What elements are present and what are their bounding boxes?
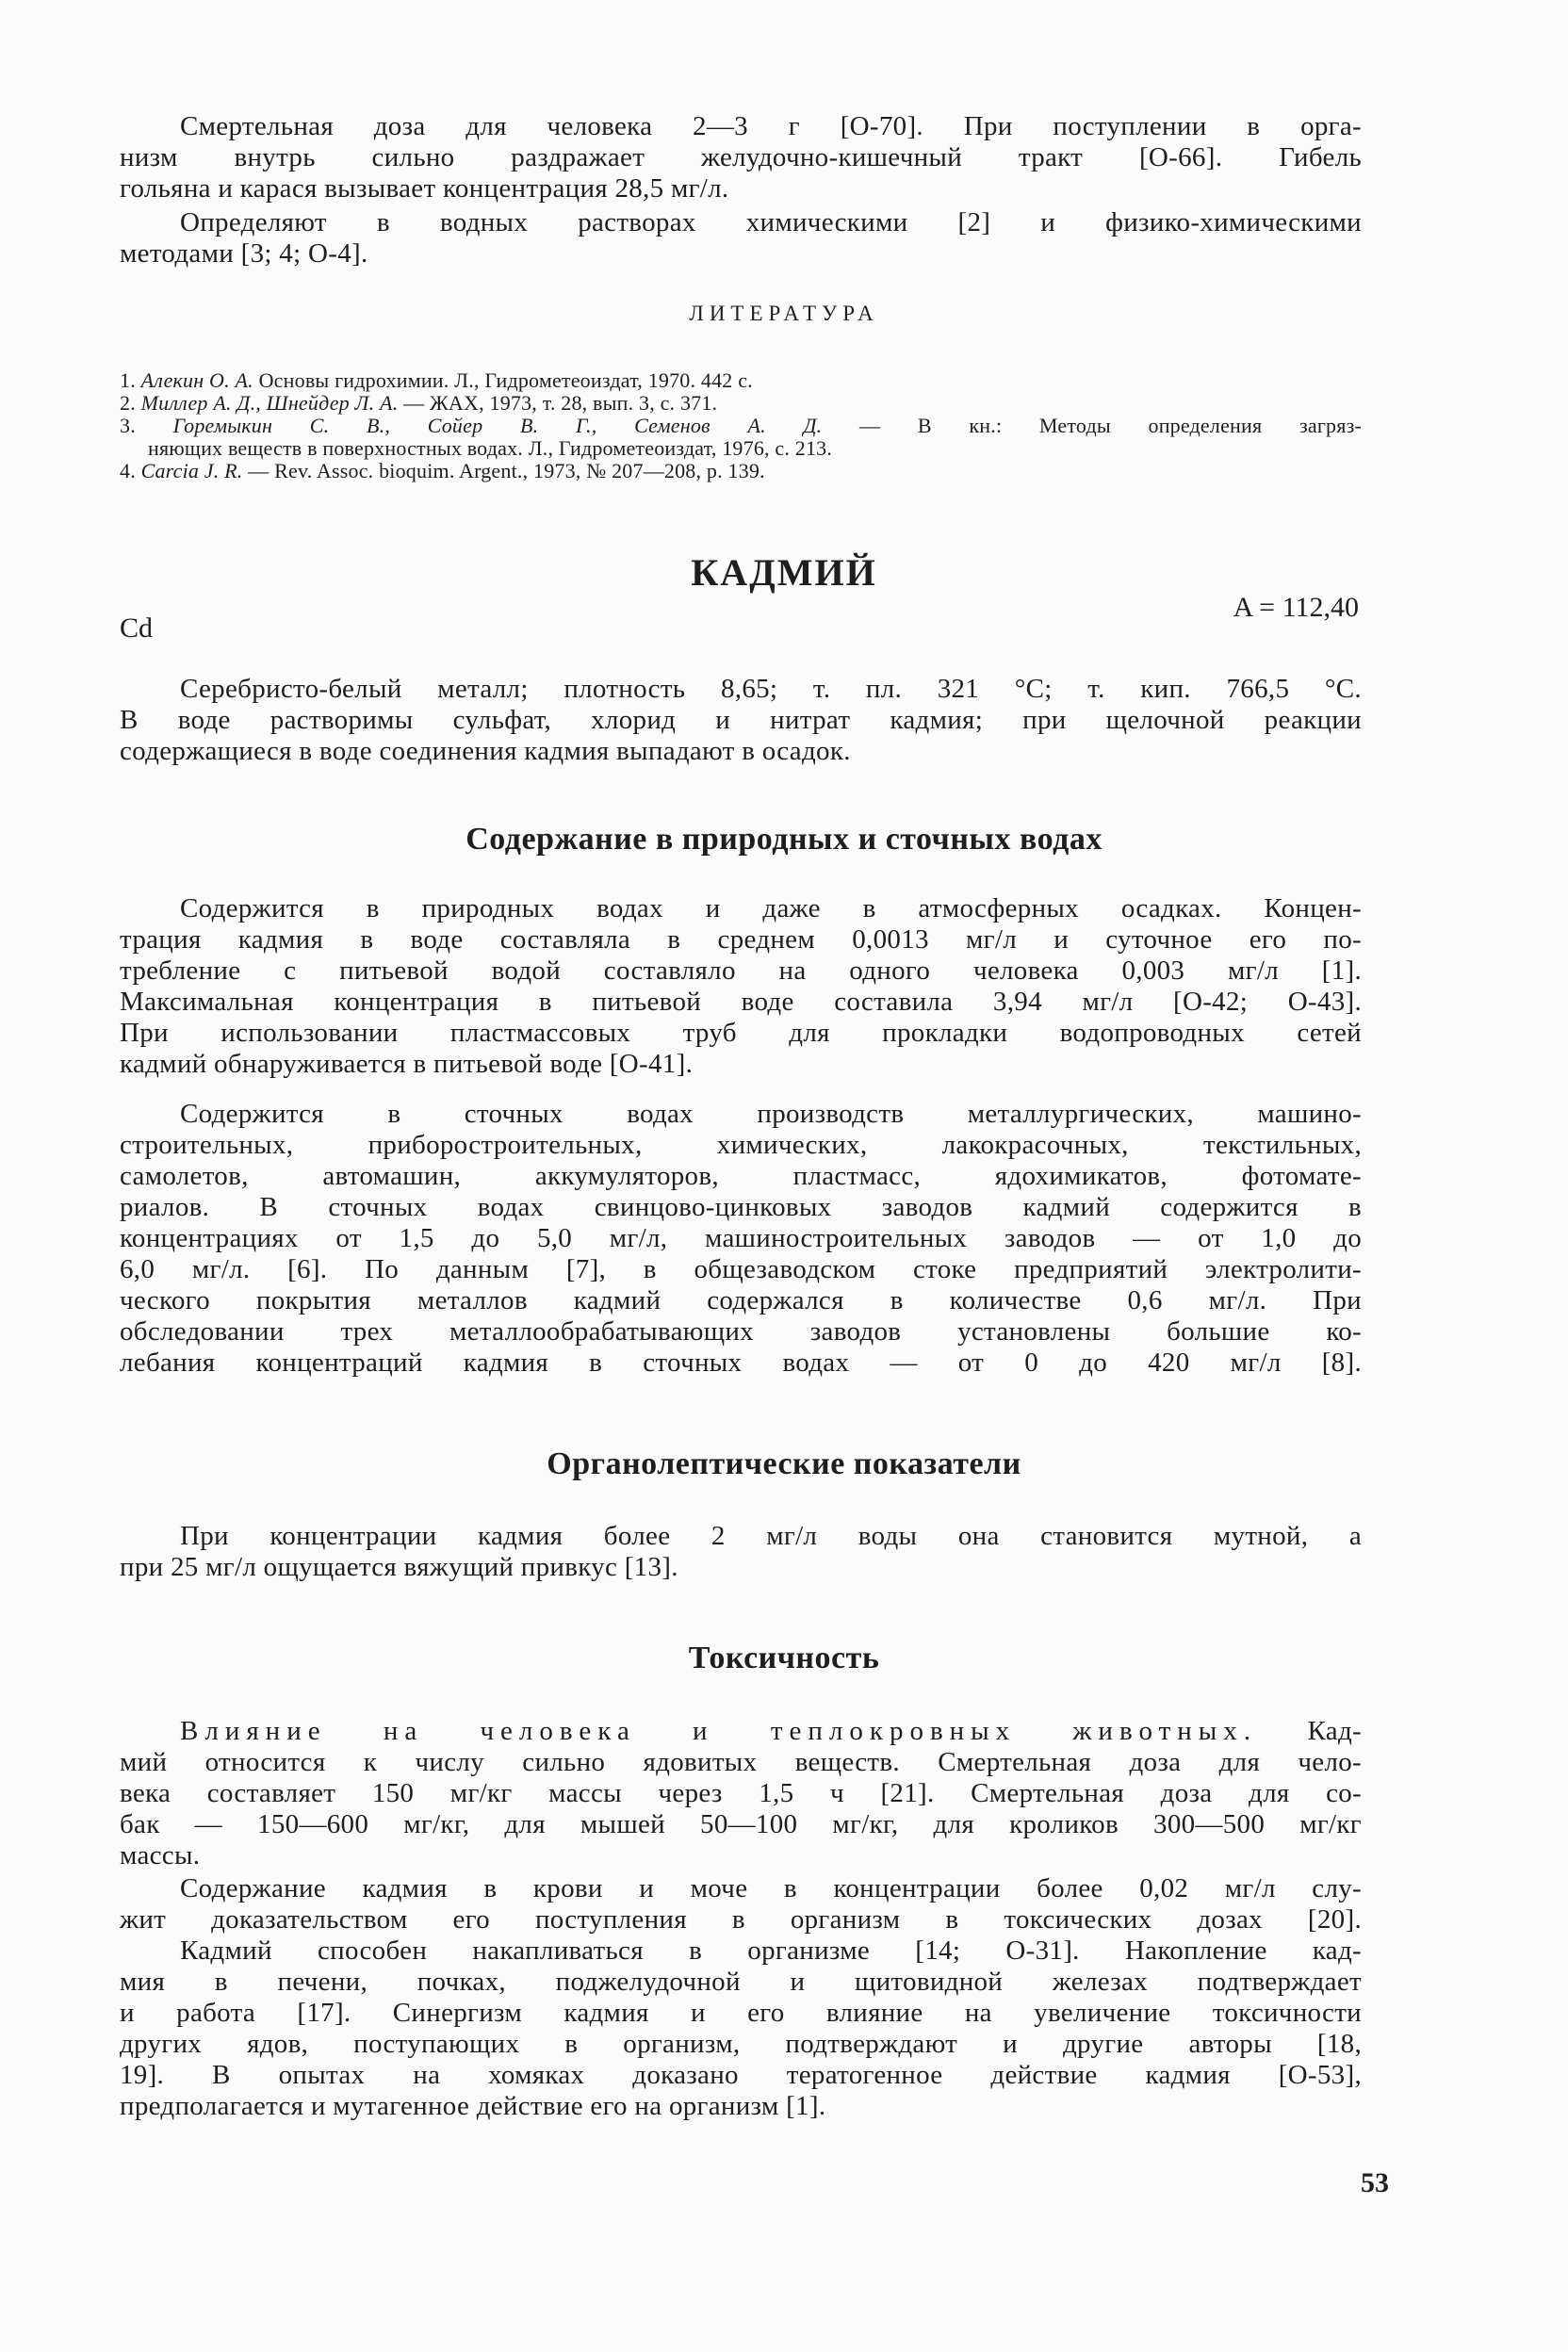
literature-heading: ЛИТЕРАТУРА xyxy=(689,302,879,325)
text-line: ческого покрытия металлов кадмий содержался в количестве 0,6 мг/л. При xyxy=(120,1285,1362,1315)
atomic-mass: A = 112,40 xyxy=(1233,592,1359,623)
reference-authors: Горемыкин С. В., Сойер В. Г., Семенов А. Д. xyxy=(172,414,823,437)
element-description xyxy=(120,674,1362,767)
reference-continuation: няющих веществ в поверхностных водах. Л., Гидрометеоиздат, 1976, с. 213. xyxy=(148,436,833,460)
text-line: строительных, приборостроительных, химических, лакокрасочных, текстильных, xyxy=(120,1130,1362,1160)
text-line: обследовании трех металлообрабатывающих заводов установлены большие ко- xyxy=(120,1316,1362,1347)
text-line: Кадмий способен накапливаться в организме [14; О-31]. Накопление кад- xyxy=(180,1936,1362,1966)
reference-authors: Carcia J. R. xyxy=(140,459,243,482)
element-title: КАДМИЙ xyxy=(691,551,877,594)
text-line: Содержится в сточных водах производств металлургических, машино- xyxy=(180,1099,1362,1129)
reference-item xyxy=(120,460,1362,482)
text-fragment: Кад- xyxy=(1257,1716,1362,1746)
reference-authors: Алекин О. А. xyxy=(140,368,253,392)
text-line: века составляет 150 мг/кг массы через 1,5 ч [21]. Смертельная доза для со- xyxy=(120,1778,1362,1808)
reference-number: 3. xyxy=(120,414,136,437)
text-line: В воде растворимы сульфат, хлорид и нитрат кадмия; при щелочной реакции xyxy=(120,705,1362,735)
text-line: и работа [17]. Синергизм кадмия и его влияние на увеличение токсичности xyxy=(120,1998,1362,2028)
reference-item xyxy=(120,392,1362,415)
text-line: при 25 мг/л ощущается вяжущий привкус [13]. xyxy=(120,1552,678,1582)
text-line: Смертельная доза для человека 2—3 г [О-70]. При поступлении в орга- xyxy=(180,111,1362,141)
text-line: Определяют в водных растворах химическими [2] и физико-химическими xyxy=(180,207,1362,237)
text-line: 19]. В опытах на хомяках доказано тератогенное действие кадмия [О-53], xyxy=(120,2060,1362,2090)
reference-authors: Миллер А. Д., Шнейдер Л. А. xyxy=(140,391,399,415)
intro-paragraph-1 xyxy=(120,111,1362,204)
reference-item xyxy=(120,415,1362,437)
reference-number: 2. xyxy=(120,391,136,415)
page-number: 53 xyxy=(1361,2167,1389,2198)
text-line: содержащиеся в воде соединения кадмия выпадают в осадок. xyxy=(120,736,851,766)
text-line: 6,0 мг/л. [6]. По данным [7], в общезаводском стоке предприятий электролити- xyxy=(120,1254,1362,1284)
section-heading-content: Содержание в природных и сточных водах xyxy=(466,822,1102,857)
text-line: Максимальная концентрация в питьевой воде составила 3,94 мг/л [О-42; О-43]. xyxy=(120,987,1362,1017)
reference-item xyxy=(120,369,1362,392)
reference-number: 4. xyxy=(120,459,136,482)
text-line: При использовании пластмассовых труб для прокладки водопроводных сетей xyxy=(120,1018,1362,1048)
section2-paragraph xyxy=(120,1521,1362,1583)
reference-number: 1. xyxy=(120,368,136,392)
reference-list xyxy=(120,369,1362,482)
reference-text: — В кн.: Методы определения загряз- xyxy=(822,414,1362,437)
text-line: жит доказательством его поступления в организм в токсических дозах [20]. xyxy=(120,1904,1362,1935)
text-line: низм внутрь сильно раздражает желудочно-кишечный тракт [О-66]. Гибель xyxy=(120,142,1362,172)
section3-paragraph-2 xyxy=(120,1873,1362,2122)
intro-paragraph-2 xyxy=(120,207,1362,270)
text-line: риалов. В сточных водах свинцово-цинковых заводов кадмий содержится в xyxy=(120,1192,1362,1222)
section-heading-toxicity: Токсичность xyxy=(688,1641,880,1675)
text-line: других ядов, поступающих в организм, подтверждают и другие авторы [18, xyxy=(120,2029,1362,2059)
text-line: самолетов, автомашин, аккумуляторов, пластмасс, ядохимикатов, фотомате- xyxy=(120,1161,1362,1191)
element-symbol: Cd xyxy=(120,612,154,644)
text-line xyxy=(120,1716,1362,1747)
spaced-emphasis: Влияние на человека и теплокровных животных. xyxy=(180,1716,1257,1746)
text-line: лебания концентраций кадмия в сточных водах — от 0 до 420 мг/л [8]. xyxy=(120,1348,1362,1378)
reference-text: Основы гидрохимии. Л., Гидрометеоиздат, 1970. 442 с. xyxy=(253,368,753,392)
text-line: Содержание кадмия в крови и моче в концентрации более 0,02 мг/л слу- xyxy=(180,1873,1362,1903)
text-line: трация кадмия в воде составляла в среднем 0,0013 мг/л и суточное его по- xyxy=(120,924,1362,955)
text-line: мия в печени, почках, поджелудочной и щитовидной железах подтверждает xyxy=(120,1967,1362,1997)
section1-paragraph-1 xyxy=(120,893,1362,1080)
section1-paragraph-2 xyxy=(120,1099,1362,1379)
text-line: При концентрации кадмия более 2 мг/л воды она становится мутной, а xyxy=(180,1521,1362,1551)
section3-paragraph-1 xyxy=(120,1716,1362,1871)
text-line: кадмий обнаруживается в питьевой воде [О-41]. xyxy=(120,1049,694,1079)
section-heading-organoleptic: Органолептические показатели xyxy=(547,1446,1021,1481)
text-line: концентрациях от 1,5 до 5,0 мг/л, машиностроительных заводов — от 1,0 до xyxy=(120,1223,1362,1253)
text-line: гольяна и карася вызывает концентрация 28,5 мг/л. xyxy=(120,173,729,204)
text-line: бак — 150—600 мг/кг, для мышей 50—100 мг/кг, для кроликов 300—500 мг/кг xyxy=(120,1809,1362,1839)
text-line: Содержится в природных водах и даже в атмосферных осадках. Концен- xyxy=(180,893,1362,923)
text-line: методами [3; 4; О-4]. xyxy=(120,238,368,269)
text-line: Серебристо-белый металл; плотность 8,65; т. пл. 321 °С; т. кип. 766,5 °С. xyxy=(180,674,1362,704)
text-line: массы. xyxy=(120,1840,201,1870)
reference-text: — ЖАХ, 1973, т. 28, вып. 3, с. 371. xyxy=(398,391,718,415)
text-line: мий относится к числу сильно ядовитых веществ. Смертельная доза для чело- xyxy=(120,1747,1362,1777)
reference-text: — Rev. Assoc. bioquim. Argent., 1973, № 207—208, p. 139. xyxy=(242,459,765,482)
text-line: предполагается и мутагенное действие его на организм [1]. xyxy=(120,2091,826,2121)
text-line: требление с питьевой водой составляло на одного человека 0,003 мг/л [1]. xyxy=(120,956,1362,986)
